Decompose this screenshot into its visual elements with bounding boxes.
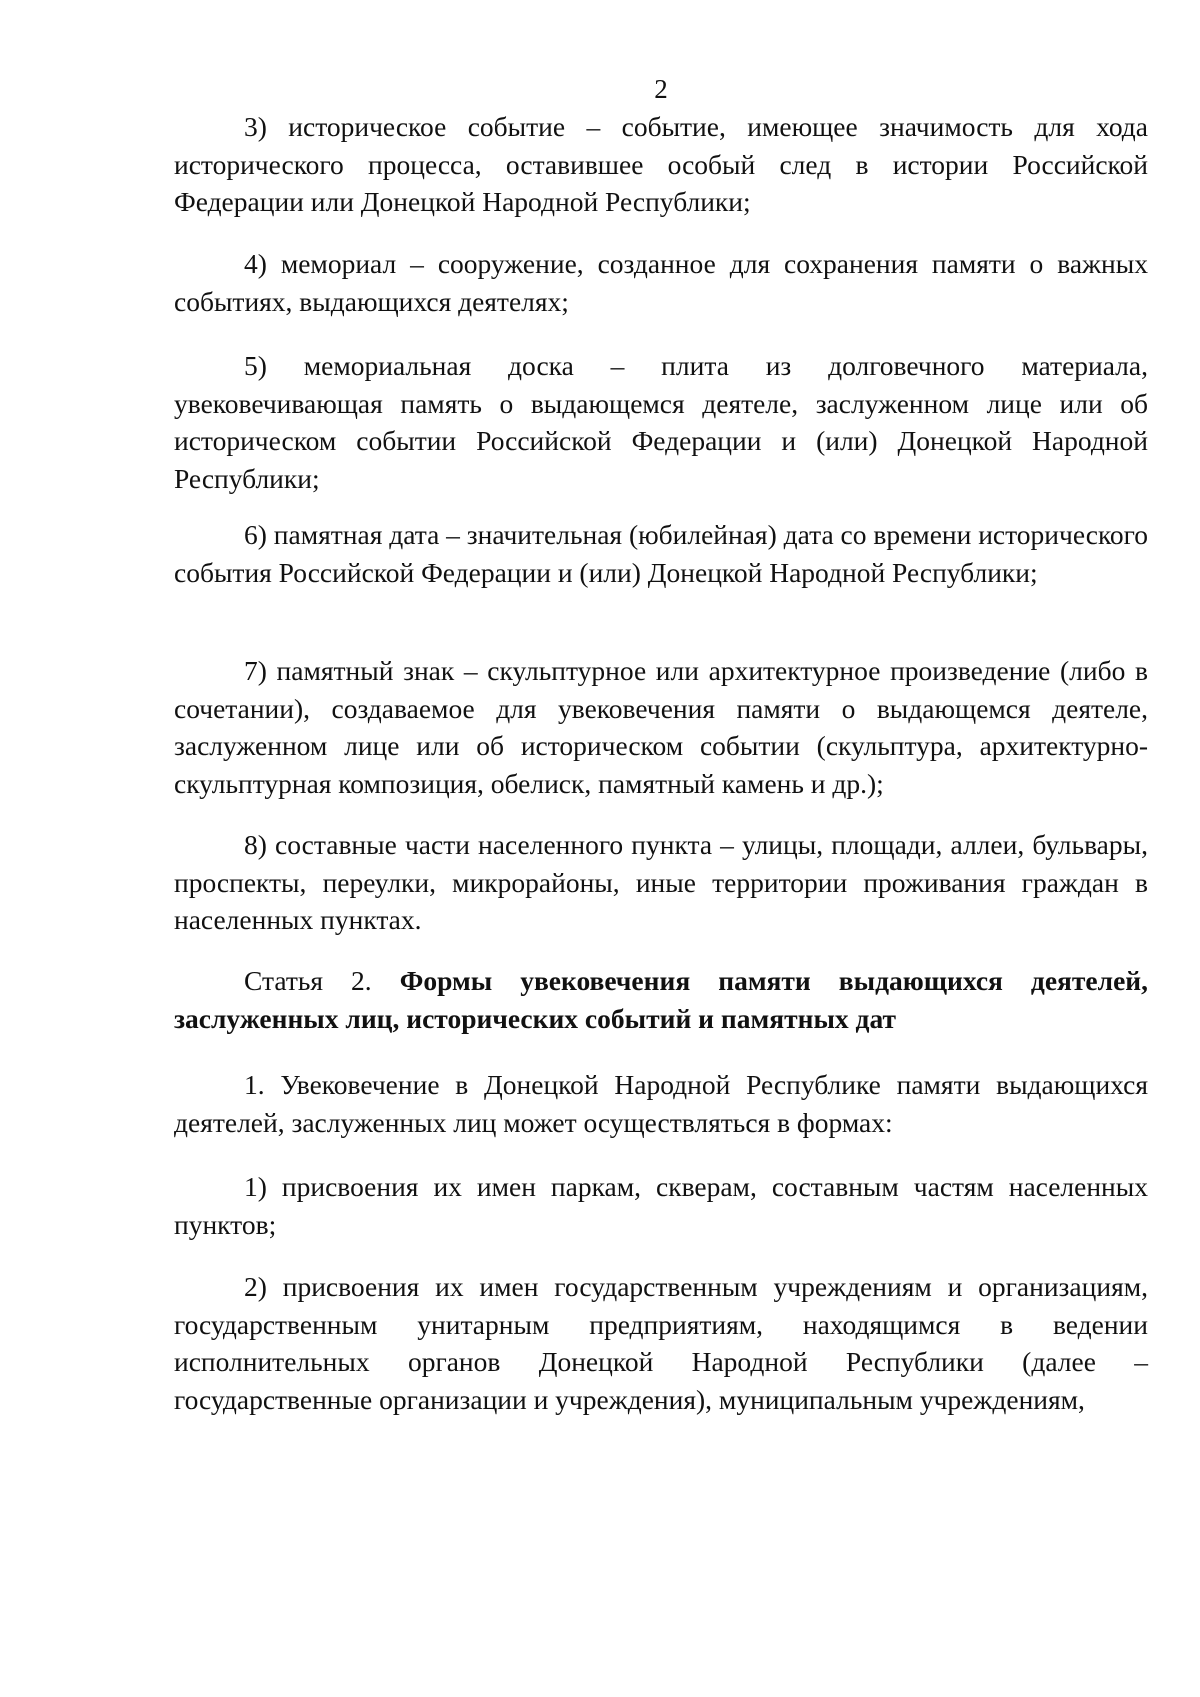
definition-item-5: 5) мемориальная доска – плита из долговечного материала, увековечивающая память о выдающемся деятеле, заслуженном лице или об историческом событии Российской Федерации и (или) Донецкой Народной Республики; — [174, 350, 1148, 494]
article-clause-1: 1. Увековечение в Донецкой Народной Республике памяти выдающихся деятелей, заслуженных лиц может осуществляться в формах: — [174, 1069, 1148, 1138]
article-title: Формы увековечения памяти выдающихся деятелей, заслуженных лиц, исторических событий и памятных дат — [174, 965, 1148, 1034]
article-heading — [174, 962, 1148, 1037]
form-item-1: 1) присвоения их имен паркам, скверам, составным частям населенных пунктов; — [174, 1171, 1148, 1240]
definition-item-3: 3) историческое событие – событие, имеющее значимость для хода исторического процесса, оставившее особый след в истории Российской Федерации или Донецкой Народной Республики; — [174, 111, 1148, 217]
form-item-2: 2) присвоения их имен государственным учреждениям и организациям, государственным унитарным предприятиям, находящимся в ведении исполнительных органов Донецкой Народной Республики (далее – государственные организации и учреждения), муниципальным учреждениям, — [174, 1271, 1148, 1415]
page-number: 2 — [654, 74, 668, 104]
definition-item-4: 4) мемориал – сооружение, созданное для сохранения памяти о важных событиях, выдающихся деятелях; — [174, 248, 1148, 317]
article-label: Статья 2. — [244, 965, 372, 996]
definition-item-8: 8) составные части населенного пункта – улицы, площади, аллеи, бульвары, проспекты, переулки, микрорайоны, иные территории проживания граждан в населенных пунктах. — [174, 829, 1148, 935]
definition-item-7: 7) памятный знак – скульптурное или архитектурное произведение (либо в сочетании), создаваемое для увековечения памяти о выдающемся деятеле, заслуженном лице или об историческом событии (скульптура, архитектурно-скульптурная композиция, обелиск, памятный камень и др.); — [174, 655, 1148, 799]
definition-item-6: 6) памятная дата – значительная (юбилейная) дата со времени исторического события Российской Федерации и (или) Донецкой Народной Республики; — [174, 519, 1148, 588]
